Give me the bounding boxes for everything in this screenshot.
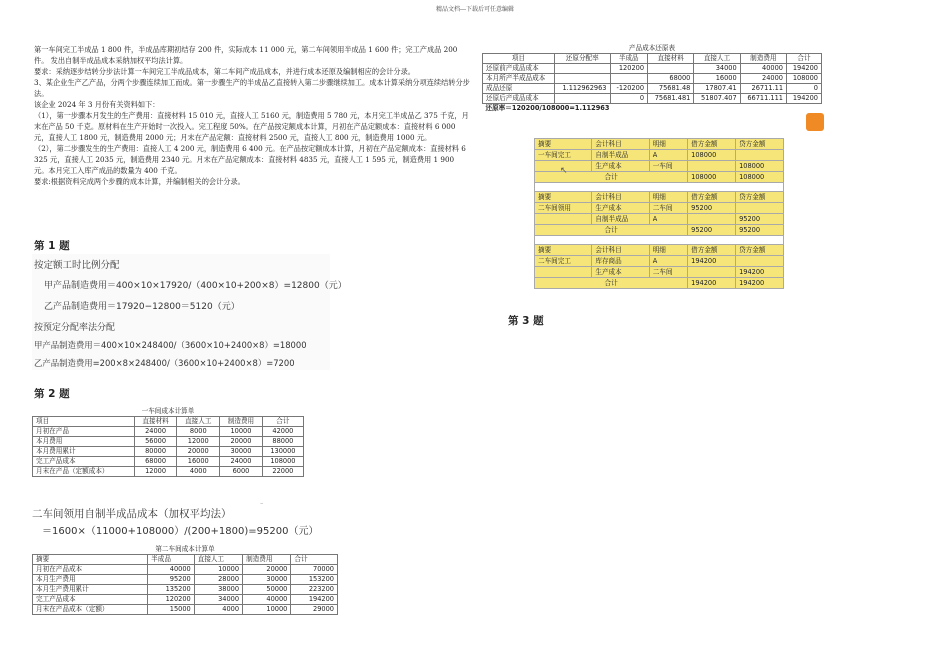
row-label: 月末在产品（定额成本）: [33, 467, 135, 477]
entry-detail: 一车间: [649, 161, 687, 172]
row-label: 本月费用累计: [33, 447, 135, 457]
table-cell: 24000: [740, 74, 786, 84]
entry-debit: [688, 267, 736, 278]
column-header: 明细: [649, 245, 687, 256]
q1-formula: 乙产品制造费用＝17920−12800＝5120（元）: [44, 302, 240, 312]
total-debit: 194200: [688, 278, 736, 289]
journal-total-row: [535, 278, 784, 289]
table-cell: 28000: [194, 575, 242, 585]
column-header: 合计: [291, 555, 338, 565]
table-cell: 20000: [177, 447, 220, 457]
column-header: 制造费用: [740, 54, 786, 64]
table-row: [33, 585, 338, 595]
entry-detail: 二车间: [649, 267, 687, 278]
table-cell: 20000: [243, 565, 291, 575]
table-cell: 80000: [134, 447, 177, 457]
q1-formula: 甲产品制造费用＝400×10×17920/（400×10+200×8）=12800（元）: [44, 281, 347, 291]
table-cell: 15000: [148, 605, 195, 615]
table-cell: 10000: [220, 427, 263, 437]
table-cell: 12000: [134, 467, 177, 477]
row-label: 完工产品成本: [33, 457, 135, 467]
row-label: 还原后产成品成本: [483, 94, 555, 104]
table-cell: 0: [787, 84, 822, 94]
table-cell: 24000: [220, 457, 263, 467]
column-header: 合计: [787, 54, 822, 64]
table-cell: 1.112962963: [555, 84, 610, 94]
mouse-cursor-icon: ↖: [560, 166, 568, 176]
column-header: 贷方金额: [736, 192, 784, 203]
table-cell: 29000: [291, 605, 338, 615]
entry-summary: 一车间完工: [535, 150, 592, 161]
journal-row: [535, 161, 784, 172]
q2-calc-formula: ＝1600×（11000+108000）/(200+1800)=95200（元）: [42, 526, 319, 537]
problem-paragraph: 要求：采纳逐步结转分步法计算一车间完工半成品成本，第二车间产成品成本，并进行成本还原及编制相应的会计分录。: [34, 67, 415, 76]
table-row: [33, 467, 304, 477]
entry-credit: [736, 256, 784, 267]
column-header: 会计科目: [592, 139, 649, 150]
table-row: [33, 605, 338, 615]
total-debit: 95200: [688, 225, 736, 236]
table-cell: 135200: [148, 585, 195, 595]
table-cell: 194200: [291, 595, 338, 605]
table-cell: 70000: [291, 565, 338, 575]
table-row: [483, 94, 822, 104]
column-header: 项目: [33, 417, 135, 427]
table-cell: 42000: [262, 427, 303, 437]
total-credit: 95200: [736, 225, 784, 236]
table-cell: 38000: [194, 585, 242, 595]
table-cell: 17807.41: [694, 84, 740, 94]
table-cell: 30000: [220, 447, 263, 457]
table-cell: 20000: [220, 437, 263, 447]
table-cell: 88000: [262, 437, 303, 447]
row-label: 月末在产品成本（定额）: [33, 605, 148, 615]
table-cell: 24000: [134, 427, 177, 437]
table-cell: 40000: [148, 565, 195, 575]
column-header: 会计科目: [592, 245, 649, 256]
table-row: [33, 437, 304, 447]
problem-statement: [34, 44, 470, 187]
table-cell: 56000: [134, 437, 177, 447]
workshop1-cost-table: [32, 407, 304, 477]
row-label: 本月生产费用累计: [33, 585, 148, 595]
column-header: 制造费用: [220, 417, 263, 427]
entry-debit: 95200: [688, 203, 736, 214]
column-header: 摘要: [535, 139, 592, 150]
column-header: 直接人工: [177, 417, 220, 427]
journal-row: [535, 267, 784, 278]
table-cell: 34000: [194, 595, 242, 605]
table-cell: 153200: [291, 575, 338, 585]
entry-credit: [736, 150, 784, 161]
column-header: 明细: [649, 139, 687, 150]
column-header: 摘要: [33, 555, 148, 565]
table-header-row: [535, 245, 784, 256]
column-header: 摘要: [535, 192, 592, 203]
table-row: [33, 447, 304, 457]
table-footer-row: [483, 104, 822, 114]
table-cell: [555, 94, 610, 104]
table-cell: 120200: [610, 64, 648, 74]
table-cell: 95200: [148, 575, 195, 585]
table-cell: 68000: [648, 74, 694, 84]
table-cell: 108000: [262, 457, 303, 467]
table-cell: 34000: [694, 64, 740, 74]
table-cell: [555, 74, 610, 84]
table-header-row: [33, 555, 338, 565]
column-header: 借方金额: [688, 245, 736, 256]
table-cell: 10000: [194, 565, 242, 575]
entry-detail: A: [649, 150, 687, 161]
row-label: 本月所产半成品成本: [483, 74, 555, 84]
entry-account: 生产成本: [592, 161, 649, 172]
spacer-row: [535, 183, 784, 192]
cost-restoration-table: [482, 44, 822, 113]
entry-account: 生产成本: [592, 203, 649, 214]
table-cell: 4000: [194, 605, 242, 615]
table-cell: 8000: [177, 427, 220, 437]
row-label: 月初在产品成本: [33, 565, 148, 575]
table-row: [33, 575, 338, 585]
table-cell: 194200: [787, 64, 822, 74]
total-credit: 194200: [736, 278, 784, 289]
column-header: 直接材料: [134, 417, 177, 427]
problem-paragraph: （1），第一步骤本月发生的生产费用：直接材料 15 010 元，直接人工 5160 元，制造费用 5 780 元，本月完工半成品乙 375 千克，月末在产品 50 千克。原材料在生产开始时一次投入。完工程度 50%。在产品按定额成本计算，月初在产品定额成本：直接材料 6 000 元，直接人工 1800 元，制造费用 2000 元；月末在产品定额：直接材料 2500 元，直接人工 800 元，制造费用 1000 元。: [34, 111, 469, 142]
journal-row: [535, 203, 784, 214]
row-label: 本月费用: [33, 437, 135, 447]
entry-summary: 二车间完工: [535, 256, 592, 267]
entry-summary: [535, 267, 592, 278]
table-cell: [648, 64, 694, 74]
entry-detail: A: [649, 214, 687, 225]
workshop2-cost-table: [32, 545, 338, 615]
table-cell: 4000: [177, 467, 220, 477]
column-header: 会计科目: [592, 192, 649, 203]
column-header: 贷方金额: [736, 245, 784, 256]
table-cell: 12000: [177, 437, 220, 447]
table-title: 一车间成本计算单: [141, 407, 195, 415]
q2-heading: 第 2 题: [34, 388, 70, 400]
table-cell: 10000: [243, 605, 291, 615]
q1-formula: 乙产品制造费用=200×8×248400/（3600×10+2400×8）=7200: [34, 358, 295, 368]
table-cell: 108000: [787, 74, 822, 84]
problem-paragraph: 要求:根据资料完成两个步骤的成本计算，并编制相关的会计分录。: [34, 177, 245, 186]
table-cell: [610, 74, 648, 84]
table-cell: 51807.407: [694, 94, 740, 104]
table-cell: 120200: [148, 595, 195, 605]
entry-summary: 二车间领用: [535, 203, 592, 214]
table-cell: 16000: [177, 457, 220, 467]
table-row: [483, 74, 822, 84]
entry-credit: 108000: [736, 161, 784, 172]
column-header: 借方金额: [688, 139, 736, 150]
q2-calc-title: 二车间领用自制半成品成本（加权平均法）: [32, 508, 232, 520]
entry-detail: A: [649, 256, 687, 267]
table-title: 产品成本还原表: [628, 44, 676, 52]
column-header: 合计: [262, 417, 303, 427]
table-cell: 194200: [787, 94, 822, 104]
problem-paragraph: 该企业 2024 年 3 月份有关资料如下：: [34, 100, 160, 109]
q2-calculation: [30, 504, 340, 538]
journal-row: [535, 214, 784, 225]
q1-formula: 甲产品制造费用＝400×10×248400/（3600×10+2400×8）=18000: [34, 340, 307, 350]
table-cell: [555, 64, 610, 74]
entry-account: 生产成本: [592, 267, 649, 278]
table-cell: 75681.481: [648, 94, 694, 104]
row-label: 完工产品成本: [33, 595, 148, 605]
table-row: [33, 565, 338, 575]
journal-total-row: [535, 172, 784, 183]
column-header: 直接人工: [694, 54, 740, 64]
entry-debit: [688, 161, 736, 172]
column-header: 半成品: [148, 555, 195, 565]
table-cell: -120200: [610, 84, 648, 94]
table-row: [33, 427, 304, 437]
problem-paragraph: 3、某企业生产乙产品，分两个步骤连续加工而成。第一步骤生产的半成品乙直接转入第二步骤继续加工。成本计算采纳分项连续结转分步法。: [34, 78, 470, 98]
entry-account: 自制半成品: [592, 150, 649, 161]
q3-heading: 第 3 题: [508, 315, 544, 327]
column-header: 借方金额: [688, 192, 736, 203]
table-cell: 22000: [262, 467, 303, 477]
row-label: 成品还原: [483, 84, 555, 94]
row-label: 还原前产成品成本: [483, 64, 555, 74]
table-cell: 6000: [220, 467, 263, 477]
entry-detail: 二车间: [649, 203, 687, 214]
table-cell: 50000: [243, 585, 291, 595]
total-label: 合计: [535, 278, 688, 289]
entry-account: 库存商品: [592, 256, 649, 267]
entry-debit: 194200: [688, 256, 736, 267]
problem-paragraph: （2），第二步骤发生的生产费用：直接人工 4 200 元，制造费用 6 400 元。在产品按定额成本计算，月初在产品定额成本：直接材料 6 325 元，直接人工 2035 元，制造费用 2340 元。月末在产品定额成本：直接材料 4835 元，直接人工 1 595 元，制造费用 1 900 元。本月完工入库产成品的数量为 400 千克。: [34, 144, 466, 175]
table-cell: 75681.48: [648, 84, 694, 94]
column-header: 直接人工: [194, 555, 242, 565]
total-label: 合计: [535, 172, 688, 183]
table-cell: 0: [610, 94, 648, 104]
row-label: 月初在产品: [33, 427, 135, 437]
journal-entries-table: [534, 138, 784, 289]
table-cell: 30000: [243, 575, 291, 585]
entry-credit: 194200: [736, 267, 784, 278]
restoration-rate-note: 还原率＝120200/108000=1.112963: [485, 104, 610, 112]
table-cell: 40000: [243, 595, 291, 605]
total-debit: 108000: [688, 172, 736, 183]
column-header: 摘要: [535, 245, 592, 256]
table-row: [33, 595, 338, 605]
column-header: 贷方金额: [736, 139, 784, 150]
entry-account: 自制半成品: [592, 214, 649, 225]
table-row: [33, 457, 304, 467]
column-header: 直接材料: [648, 54, 694, 64]
table-cell: 40000: [740, 64, 786, 74]
q1-calculation-image: [32, 254, 347, 370]
q1-method-title: 按预定分配率法分配: [34, 323, 116, 333]
column-header: 制造费用: [243, 555, 291, 565]
table-cell: 16000: [694, 74, 740, 84]
entry-debit: 108000: [688, 150, 736, 161]
q1-method-title: 按定额工时比例分配: [34, 260, 120, 271]
problem-paragraph: 第一车间完工半成品 1 800 件，半成品库期初结存 200 件，实际成本 11 000 元，第二车间领用半成品 1 600 件；完工产成品 200 件。 发出自制半成品成本采纳加权平均法计算。: [34, 45, 458, 65]
journal-total-row: [535, 225, 784, 236]
orange-marker: [806, 113, 824, 131]
column-header: 半成品: [610, 54, 648, 64]
table-row: [483, 84, 822, 94]
entry-credit: 95200: [736, 214, 784, 225]
entry-summary: [535, 214, 592, 225]
journal-row: [535, 256, 784, 267]
spacer-row: [535, 236, 784, 245]
table-cell: 223200: [291, 585, 338, 595]
q1-heading: 第 1 题: [34, 240, 70, 252]
table-cell: 26711.11: [740, 84, 786, 94]
total-credit: 108000: [736, 172, 784, 183]
total-label: 合计: [535, 225, 688, 236]
page-header-note: 精品文档---下载后可任意编辑: [435, 6, 515, 13]
journal-row: [535, 150, 784, 161]
table-row: [483, 64, 822, 74]
table-cell: 68000: [134, 457, 177, 467]
table-header-row: [33, 417, 304, 427]
column-header: 项目: [483, 54, 555, 64]
row-label: 本月生产费用: [33, 575, 148, 585]
table-title: 第二车间成本计算单: [155, 545, 215, 553]
table-header-row: [535, 139, 784, 150]
column-header: 明细: [649, 192, 687, 203]
table-cell: 66711.111: [740, 94, 786, 104]
table-header-row: [483, 54, 822, 64]
entry-debit: [688, 214, 736, 225]
table-header-row: [535, 192, 784, 203]
table-cell: 130000: [262, 447, 303, 457]
entry-credit: [736, 203, 784, 214]
column-header: 还原分配率: [555, 54, 610, 64]
